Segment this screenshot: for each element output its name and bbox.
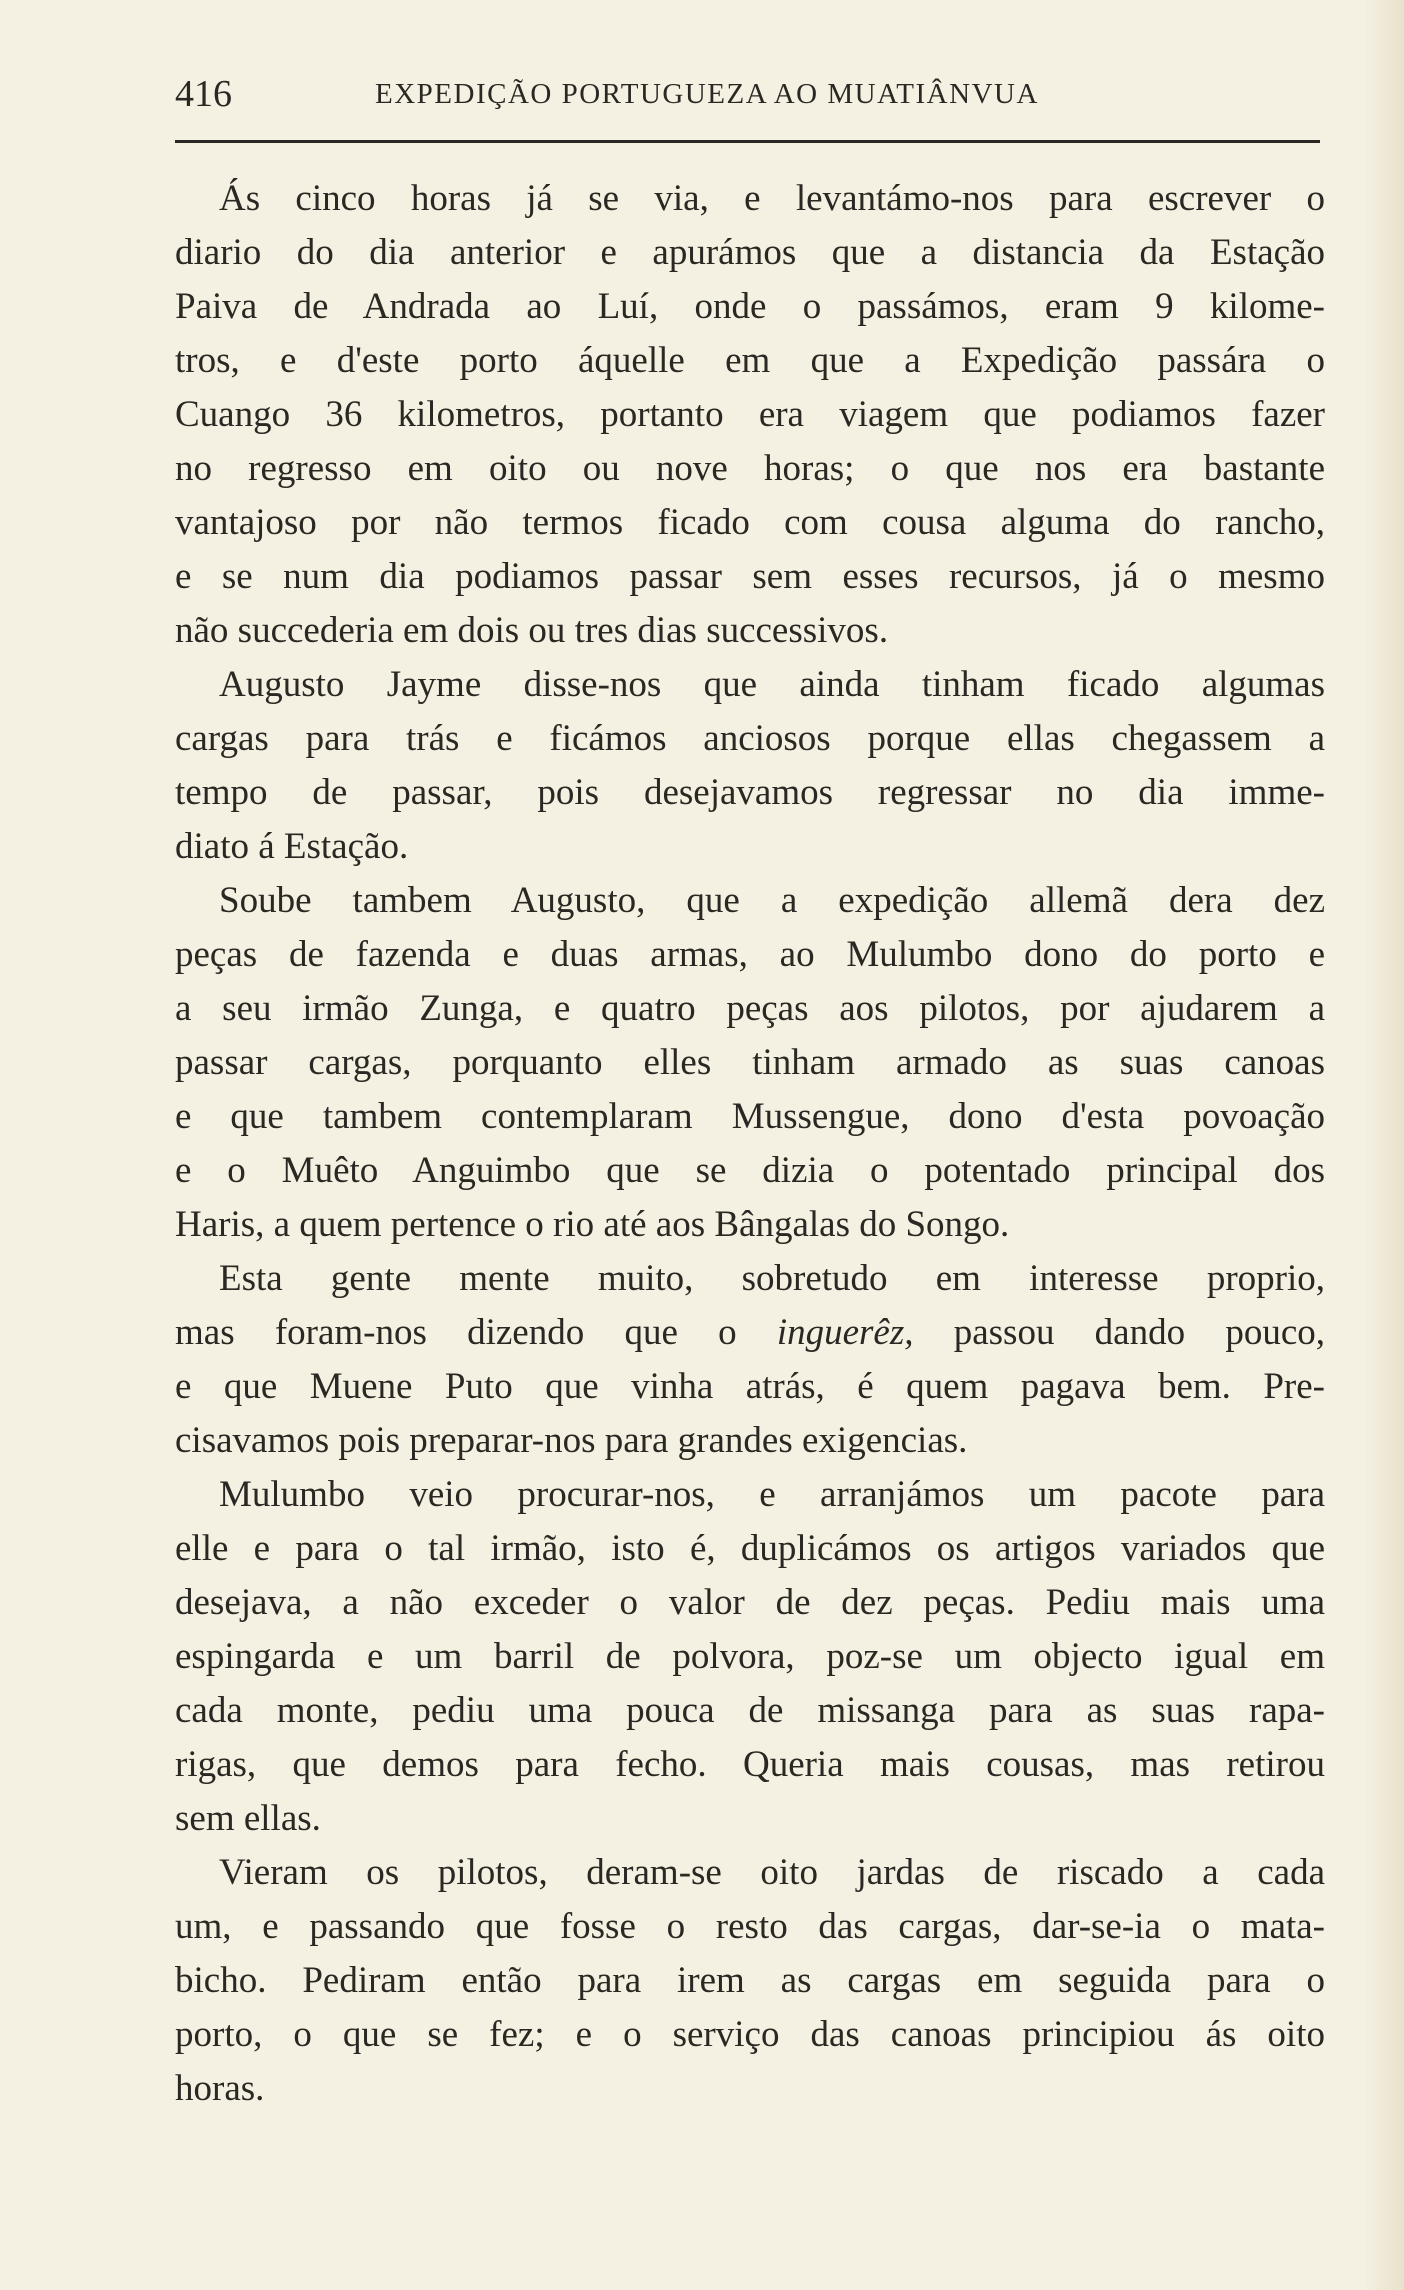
text-segment: não succederia em dois ou tres dias successivos. bbox=[175, 610, 889, 651]
text-line bbox=[175, 928, 1325, 982]
text-line bbox=[175, 550, 1325, 604]
text-line bbox=[175, 1738, 1325, 1792]
text-segment: Soube tambem Augusto, que a expedição allemã dera dez bbox=[219, 880, 1325, 921]
text-line bbox=[175, 496, 1325, 550]
text-line bbox=[175, 1900, 1325, 1954]
page-header bbox=[175, 72, 1320, 122]
text-segment: peças de fazenda e duas armas, ao Mulumbo dono do porto e bbox=[175, 934, 1325, 975]
text-line bbox=[175, 2062, 1325, 2116]
text-segment: diario do dia anterior e apurámos que a distancia da Estação bbox=[175, 232, 1325, 273]
text-line bbox=[175, 280, 1325, 334]
text-segment: e o Muêto Anguimbo que se dizia o potentado principal dos bbox=[175, 1150, 1325, 1191]
text-segment: rigas, que demos para fecho. Queria mais cousas, mas retirou bbox=[175, 1744, 1325, 1785]
text-segment: e que Muene Puto que vinha atrás, é quem pagava bem. Pre- bbox=[175, 1366, 1325, 1407]
text-segment: espingarda e um barril de polvora, poz-se um objecto igual em bbox=[175, 1636, 1325, 1677]
text-line bbox=[175, 1576, 1325, 1630]
text-segment: bicho. Pediram então para irem as cargas em seguida para o bbox=[175, 1960, 1325, 2001]
text-segment: tros, e d'este porto áquelle em que a Expedição passára o bbox=[175, 340, 1325, 381]
text-line bbox=[175, 1252, 1325, 1306]
text-line bbox=[175, 1954, 1325, 2008]
text-segment: horas. bbox=[175, 2068, 265, 2109]
text-line bbox=[175, 2008, 1325, 2062]
text-segment: cada monte, pediu uma pouca de missanga para as suas rapa- bbox=[175, 1690, 1325, 1731]
paragraph bbox=[175, 1846, 1325, 2116]
text-segment: Paiva de Andrada ao Luí, onde o passámos, eram 9 kilome- bbox=[175, 286, 1325, 327]
text-line bbox=[175, 1198, 1325, 1252]
text-segment: a seu irmão Zunga, e quatro peças aos pilotos, por ajudarem a bbox=[175, 988, 1325, 1029]
text-line bbox=[175, 226, 1325, 280]
text-segment: e se num dia podiamos passar sem esses recursos, já o mesmo bbox=[175, 556, 1325, 597]
text-segment: cargas para trás e ficámos anciosos porque ellas chegassem a bbox=[175, 718, 1325, 759]
text-segment: Vieram os pilotos, deram-se oito jardas de riscado a cada bbox=[219, 1852, 1325, 1893]
text-segment: um, e passando que fosse o resto das cargas, dar-se-ia o mata- bbox=[175, 1906, 1325, 1947]
text-line bbox=[175, 388, 1325, 442]
text-line bbox=[175, 442, 1325, 496]
text-line bbox=[175, 172, 1325, 226]
text-line bbox=[175, 1792, 1325, 1846]
text-line bbox=[175, 1522, 1325, 1576]
text-line bbox=[175, 1036, 1325, 1090]
text-segment: mas foram-nos dizendo que o bbox=[175, 1312, 777, 1353]
text-segment: e que tambem contemplaram Mussengue, dono d'esta povoação bbox=[175, 1096, 1325, 1137]
text-segment: Ás cinco horas já se via, e levantámo-nos para escrever o bbox=[219, 178, 1325, 219]
text-line bbox=[175, 874, 1325, 928]
text-line bbox=[175, 766, 1325, 820]
text-segment: Haris, a quem pertence o rio até aos Bângalas do Songo. bbox=[175, 1204, 1010, 1245]
header-rule bbox=[175, 140, 1320, 143]
paragraph bbox=[175, 1468, 1325, 1846]
text-line bbox=[175, 712, 1325, 766]
paragraph bbox=[175, 172, 1325, 658]
page-number: 416 bbox=[175, 73, 232, 115]
text-segment: Cuango 36 kilometros, portanto era viagem que podiamos fazer bbox=[175, 394, 1325, 435]
text-line bbox=[175, 1306, 1325, 1360]
text-segment: Esta gente mente muito, sobretudo em interesse proprio, bbox=[219, 1258, 1325, 1299]
text-segment: diato á Estação. bbox=[175, 826, 409, 867]
italic-term: inguerêz, bbox=[776, 1312, 914, 1353]
text-line bbox=[175, 1414, 1325, 1468]
text-line bbox=[175, 820, 1325, 874]
text-line bbox=[175, 982, 1325, 1036]
text-segment: tempo de passar, pois desejavamos regressar no dia imme- bbox=[175, 772, 1325, 813]
text-segment: no regresso em oito ou nove horas; o que nos era bastante bbox=[175, 448, 1325, 489]
text-segment: sem ellas. bbox=[175, 1798, 321, 1839]
text-line bbox=[175, 334, 1325, 388]
text-segment: porto, o que se fez; e o serviço das canoas principiou ás oito bbox=[175, 2014, 1325, 2055]
text-segment: vantajoso por não termos ficado com cousa alguma do rancho, bbox=[175, 502, 1325, 543]
text-segment: Augusto Jayme disse-nos que ainda tinham ficado algumas bbox=[219, 664, 1325, 705]
text-segment: elle e para o tal irmão, isto é, duplicámos os artigos variados que bbox=[175, 1528, 1325, 1569]
paragraph bbox=[175, 1252, 1325, 1468]
text-line bbox=[175, 1090, 1325, 1144]
text-line bbox=[175, 1684, 1325, 1738]
paragraph bbox=[175, 658, 1325, 874]
paragraph bbox=[175, 874, 1325, 1252]
text-segment: passou dando pouco, bbox=[913, 1312, 1325, 1353]
running-title: EXPEDIÇÃO PORTUGUEZA AO MUATIÂNVUA bbox=[375, 78, 1039, 110]
text-line bbox=[175, 1144, 1325, 1198]
page-edge-shadow bbox=[1364, 0, 1404, 2290]
text-segment: desejava, a não exceder o valor de dez peças. Pediu mais uma bbox=[175, 1582, 1325, 1623]
text-line bbox=[175, 1468, 1325, 1522]
page-body bbox=[175, 172, 1325, 2116]
text-line bbox=[175, 1846, 1325, 1900]
text-line bbox=[175, 1630, 1325, 1684]
text-segment: passar cargas, porquanto elles tinham armado as suas canoas bbox=[175, 1042, 1325, 1083]
text-line bbox=[175, 658, 1325, 712]
text-segment: cisavamos pois preparar-nos para grandes exigencias. bbox=[175, 1420, 968, 1461]
text-segment: Mulumbo veio procurar-nos, e arranjámos um pacote para bbox=[219, 1474, 1325, 1515]
text-line bbox=[175, 1360, 1325, 1414]
text-line bbox=[175, 604, 1325, 658]
